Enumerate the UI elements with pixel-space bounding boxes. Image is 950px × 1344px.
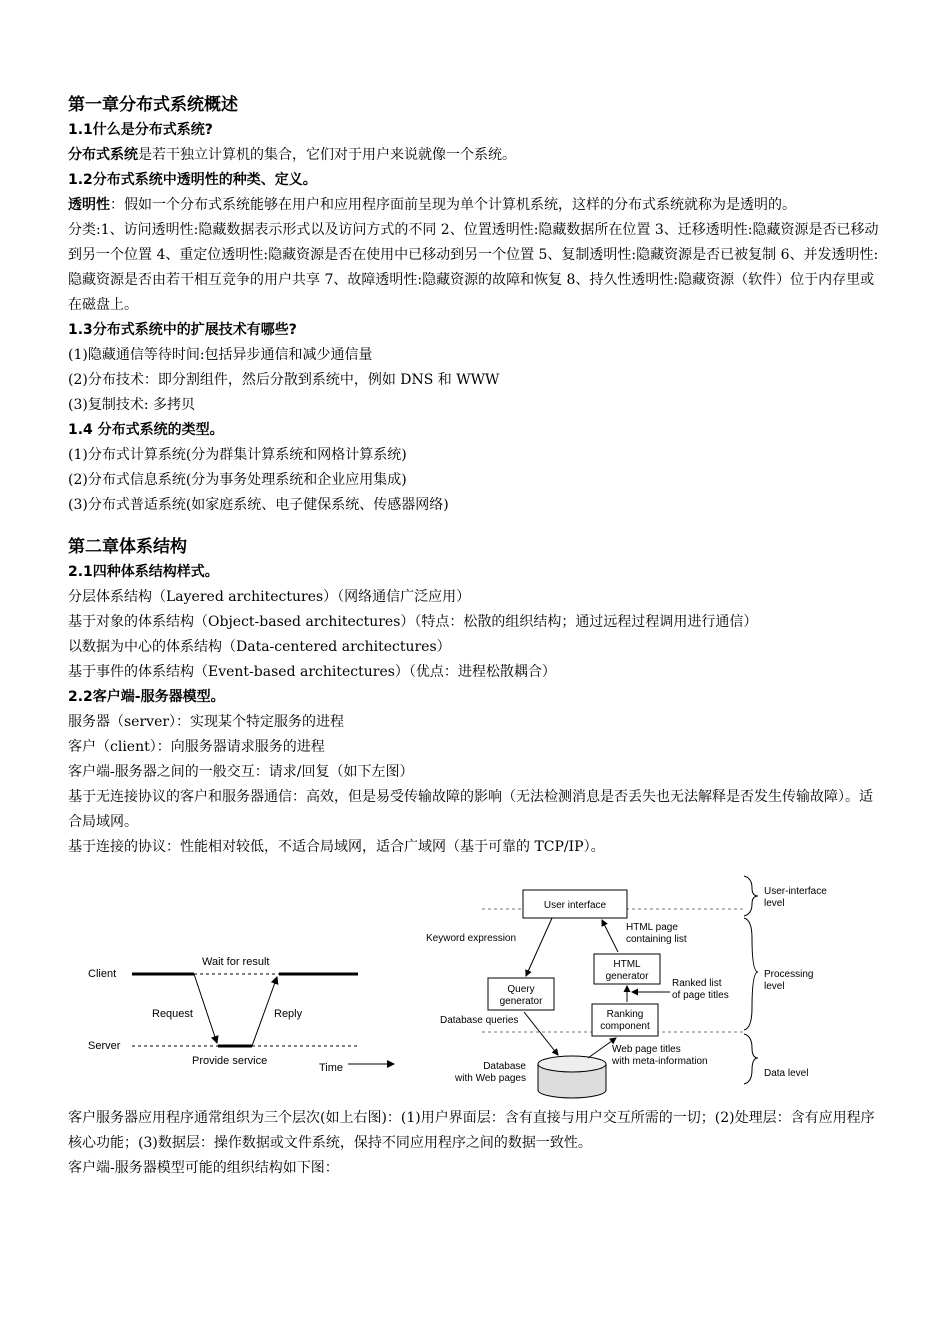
- request-reply-diagram: [82, 940, 422, 1090]
- html-generator-text-1: HTML: [613, 959, 641, 970]
- list-item: (3)分布式普适系统(如家庭系统、电子健保系统、传感器网络): [68, 497, 449, 513]
- section-1-1-body: [68, 143, 883, 168]
- database-cylinder-top: [538, 1056, 606, 1072]
- request-label: Request: [152, 1008, 193, 1020]
- chapter-1-title: 第一章分布式系统概述: [68, 95, 238, 115]
- ui-level-label: User-interface: [764, 886, 827, 897]
- section-1-1-title: 1.1什么是分布式系统?: [68, 122, 213, 138]
- user-interface-text: User interface: [543, 900, 607, 911]
- time-label: Time: [319, 1062, 344, 1074]
- list-item: 基于事件的体系结构（Event-based architectures）（优点：进程松散耦合）: [68, 664, 556, 680]
- processing-level-brace: [744, 918, 758, 1030]
- database-queries-label: Database queries: [440, 1015, 519, 1026]
- list-item: 分层体系结构（Layered architectures）（网络通信广泛应用）: [68, 589, 471, 605]
- list-item: 服务器（server）：实现某个特定服务的进程: [68, 714, 345, 730]
- keyword-expression-label: Keyword expression: [426, 933, 517, 944]
- ui-level-brace: [744, 876, 758, 916]
- wait-label: Wait for result: [202, 956, 270, 968]
- section-1-4-title: 1.4 分布式系统的类型。: [68, 422, 224, 438]
- processing-level-label: Processing: [764, 969, 814, 980]
- server-label: Server: [88, 1040, 121, 1052]
- ui-level-label-2: level: [764, 898, 785, 909]
- client-label: Client: [88, 968, 117, 980]
- query-generator-text-1: Query: [507, 984, 535, 995]
- html-page-label-1: HTML page: [626, 922, 678, 933]
- web-titles-label-2: with meta-information: [612, 1056, 708, 1067]
- list-item: 客户（client）：向服务器请求服务的进程: [68, 739, 325, 755]
- list-item: 基于无连接协议的客户和服务器通信：高效，但是易受传输故障的影响（无法检测消息是否丢失也无法解释是否发生传输故障）。适合局域网。: [68, 789, 873, 830]
- section-1-2-body: [68, 193, 883, 218]
- section-1-2-title: 1.2分布式系统中透明性的种类、定义。: [68, 172, 317, 188]
- data-level-brace: [744, 1034, 758, 1084]
- list-item: (3)复制技术: 多拷贝: [68, 397, 195, 413]
- section-1-3-title: 1.3分布式系统中的扩展技术有哪些?: [68, 322, 297, 338]
- ranking-component-text-1: Ranking: [606, 1009, 644, 1020]
- definition-text: ：假如一个分布式系统能够在用户和应用程序面前呈现为单个计算机系统，这样的分布式系统就称为是透明的。: [110, 197, 796, 213]
- list-item: (2)分布式信息系统(分为事务处理系统和企业应用集成): [68, 472, 407, 488]
- query-to-db-arrow: [524, 1012, 558, 1055]
- chapter-2-title: 第二章体系结构: [68, 537, 187, 557]
- request-arrow: [194, 974, 217, 1043]
- list-item: (1)隐藏通信等待时间:包括异步通信和减少通信量: [68, 347, 373, 363]
- ranking-component-text-2: component: [600, 1021, 650, 1032]
- list-item: 以数据为中心的体系结构（Data-centered architectures）: [68, 639, 451, 655]
- reply-label: Reply: [274, 1008, 303, 1020]
- list-item: 基于对象的体系结构（Object-based architectures）（特点：松散的组织结构；通过远程过程调用进行通信）: [68, 614, 758, 630]
- query-generator-text-2: generator: [499, 996, 543, 1007]
- html-page-arrow: [602, 920, 618, 952]
- database-text-2: with Web pages: [455, 1073, 526, 1084]
- data-level-label: Data level: [764, 1068, 809, 1079]
- section-2-2-title: 2.2客户端-服务器模型。: [68, 689, 225, 705]
- transparency-classification: 分类:1、访问透明性:隐藏数据表示形式以及访问方式的不同 2、位置透明性:隐藏数据所在位置 3、迁移透明性:隐藏资源是否已移动到另一个位置 4、重定位透明性:隐藏资源是否在使用中已移动到另一个位置 5、复制透明性:隐藏资源是否已被复制 6、并发透明性:隐藏资源是否由若干相互竞争的用户共享 7、故障透明性:隐藏资源的故障和恢复 8、持久性透明性:隐藏资源（软件）位于内存里或在磁盘上。: [68, 222, 879, 313]
- definition-text: 是若干独立计算机的集合，它们对于用户来说就像一个系统。: [138, 147, 516, 163]
- ranked-list-label-2: of page titles: [672, 990, 729, 1001]
- term-distributed-system: 分布式系统: [68, 147, 138, 163]
- web-titles-label-1: Web page titles: [612, 1044, 681, 1055]
- list-item: (1)分布式计算系统(分为群集计算系统和网格计算系统): [68, 447, 407, 463]
- term-transparency: 透明性: [68, 197, 110, 213]
- organization-intro: 客户端-服务器模型可能的组织结构如下图：: [68, 1160, 339, 1176]
- figures-row: [0, 868, 950, 1100]
- list-item: (2)分布技术：即分割组件，然后分散到系统中，例如 DNS 和 WWW: [68, 372, 500, 388]
- html-generator-text-2: generator: [605, 971, 649, 982]
- three-tier-description: 客户服务器应用程序通常组织为三个层次(如上右图)：(1)用户界面层：含有直接与用户交互所需的一切；(2)处理层：含有应用程序核心功能；(3)数据层：操作数据或文件系统，保持不同应用程序之间的数据一致性。: [68, 1110, 875, 1151]
- keyword-arrow: [526, 918, 552, 976]
- processing-level-label-2: level: [764, 981, 785, 992]
- ranked-list-label-1: Ranked list: [672, 978, 722, 989]
- section-2-1-title: 2.1四种体系结构样式。: [68, 564, 219, 580]
- html-page-label-2: containing list: [626, 934, 687, 945]
- provide-label: Provide service: [192, 1055, 268, 1067]
- three-tier-diagram: [422, 868, 842, 1100]
- list-item: 基于连接的协议：性能相对较低，不适合局域网，适合广域网（基于可靠的 TCP/IP）。: [68, 839, 605, 855]
- list-item: 客户端-服务器之间的一般交互：请求/回复（如下左图）: [68, 764, 414, 780]
- document-page: [68, 92, 883, 1181]
- database-text-1: Database: [483, 1061, 526, 1072]
